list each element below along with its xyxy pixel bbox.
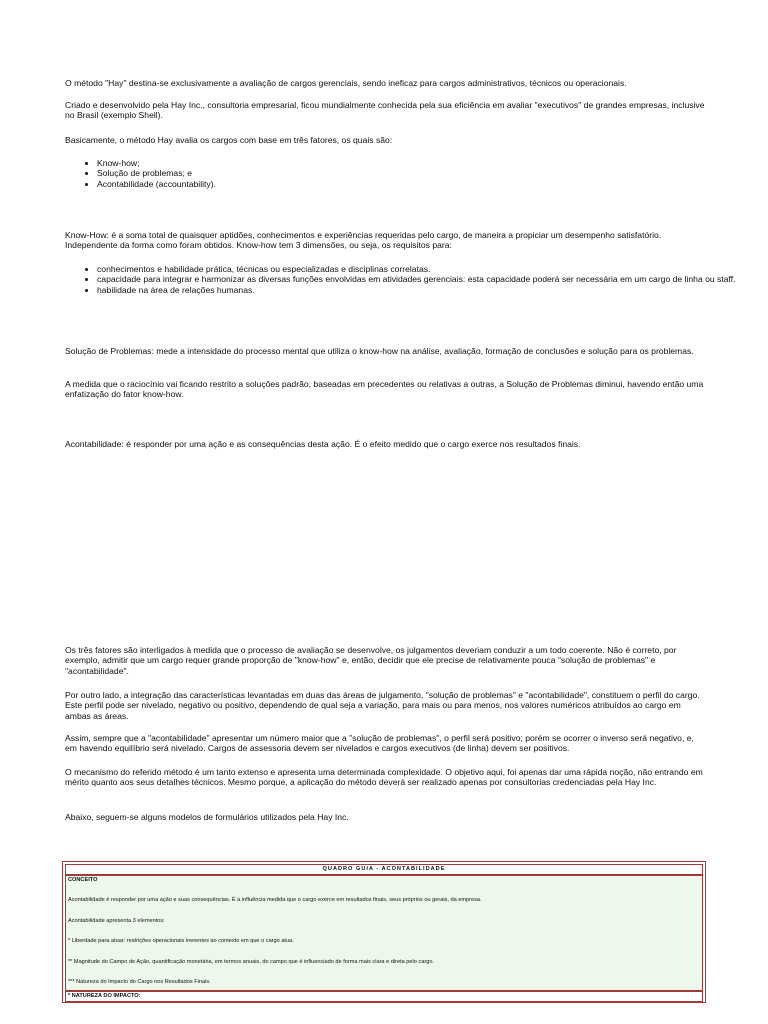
- list-item: • conhecimentos e habilidade prática, técnicas ou especializadas e disciplinas correlatas.: [97, 264, 737, 274]
- list-item: • Know-how;: [97, 158, 737, 168]
- quadro-conceito-label: CONCEITO: [68, 877, 98, 883]
- solucao-paragraph-1: Solução de Problemas: mede a intensidade do processo mental que utiliza o know-how na análise, avaliação, formação de conclusões e solução para os problemas.: [65, 346, 694, 356]
- intro-paragraph-1: O método "Hay" destina-se exclusivamente a avaliação de cargos gerenciais, sendo ineficaz para cargos administrativos, técnicos ou operacionais.: [65, 78, 627, 88]
- quadro-line-4: ** Magnitude do Campo de Ação, quantificação monetária, em termos anuais, do campo que é influenciado de forma mais clara e direta pelo cargo.: [68, 959, 434, 965]
- knowhow-list: [65, 264, 737, 295]
- factors-list: [65, 158, 737, 189]
- quadro-title: QUADRO GUIA - ACONTABILIDADE: [65, 864, 703, 875]
- intro-paragraph-2: Criado e desenvolvido pela Hay Inc., consultoria empresarial, ficou mundialmente conhecida pela sua eficiência em avaliar "executivos" de grandes empresas, inclusive no Brasil (exemplo Shell).: [65, 100, 705, 121]
- quadro-line-1: Acontabilidade é responder por uma ação e suas consequências. É a influência medida que o cargo exerce em resultados finais, seus próprios ou gerais, da empresa.: [68, 897, 482, 903]
- list-item: • capacidade para integrar e harmonizar as diversas funções envolvidas em atividades gerenciais: esta capacidade poderá ser necessária em um cargo de linha ou staff.: [97, 274, 737, 284]
- quadro-footer: * NATUREZA DO IMPACTO:: [65, 991, 703, 1002]
- quadro-line-5: *** Natureza do Impacto do Cargo nos Resultados Finais.: [68, 979, 211, 985]
- fatores-paragraph-3: Assim, sempre que a "acontabilidade" apresentar um número maior que a "solução de problemas", o perfil será positivo; porém se ocorrer o inverso será negativo, e, em havendo equilíbrio será nivelado. Cargos de assessoria devem ser nivelados e cargos executivos (de linha) devem ser positivos.: [65, 733, 694, 754]
- intro-paragraph-3: Basicamente, o método Hay avalia os cargos com base em três fatores, os quais são:: [65, 135, 393, 145]
- quadro-line-2: Acontabilidade apresenta 3 elementos:: [68, 918, 165, 924]
- quadro-body: [65, 875, 703, 991]
- list-item: • Solução de problemas; e: [97, 168, 737, 178]
- fatores-paragraph-1: Os três fatores são interligados à medida que o processo de avaliação se desenvolve, os julgamentos deveriam conduzir a um todo coerente. Não é correto, por exemplo, admitir que um cargo requer grande proporção de "know-how" e, então, decidir que ele precise de relativamente pouca "solução de problemas" e "acontabilidade".: [65, 645, 677, 676]
- quadro-guia-table: [62, 861, 706, 1003]
- fatores-paragraph-2: Por outro lado, a integração das características levantadas em duas das áreas de julgamento, "solução de problemas" e "acontabilidade", constituem o perfil do cargo. Este perfil pode ser nivelado, negativo ou positivo, dependendo de qual seja a variação, para mais ou para menos, nos valores numéricos atribuídos ao cargo em ambas as áreas.: [65, 690, 700, 721]
- fatores-paragraph-5: Abaixo, seguem-se alguns modelos de formulários utilizados pela Hay Inc.: [65, 812, 349, 822]
- list-item: • habilidade na área de relações humanas.: [97, 285, 737, 295]
- fatores-paragraph-4: O mecanismo do referido método é um tanto extenso e apresenta uma determinada complexidade. O objetivo aqui, foi apenas dar uma rápida noção, não entrando em mérito quanto aos seus detalhes técnicos. Mesmo porque, a aplicação do método deverá ser realizado apenas por consultorias credenciadas pela Hay Inc.: [65, 767, 703, 788]
- knowhow-paragraph: Know-How: é a soma total de quaisquer aptidões, conhecimentos e experiências requeridas pelo cargo, de maneira a propiciar um desempenho satisfatório. Independente da forma como foram obtidos. Know-how tem 3 dimensões, ou seja, os requisitos para:: [65, 230, 662, 251]
- quadro-line-3: * Liberdade para atuar: restrições operacionais inerentes ao contexto em que o cargo atua.: [68, 938, 294, 944]
- solucao-paragraph-2: A medida que o raciocínio vai ficando restrito a soluções padrão, baseadas em precedentes ou relativas a outras, a Solução de Problemas diminui, havendo então uma enfatização do fator know-how.: [65, 379, 704, 400]
- acontabilidade-paragraph: Acontabilidade: é responder por uma ação e as consequências desta ação. É o efeito medido que o cargo exerce nos resultados finais.: [65, 439, 581, 449]
- list-item: • Acontabilidade (accountability).: [97, 179, 737, 189]
